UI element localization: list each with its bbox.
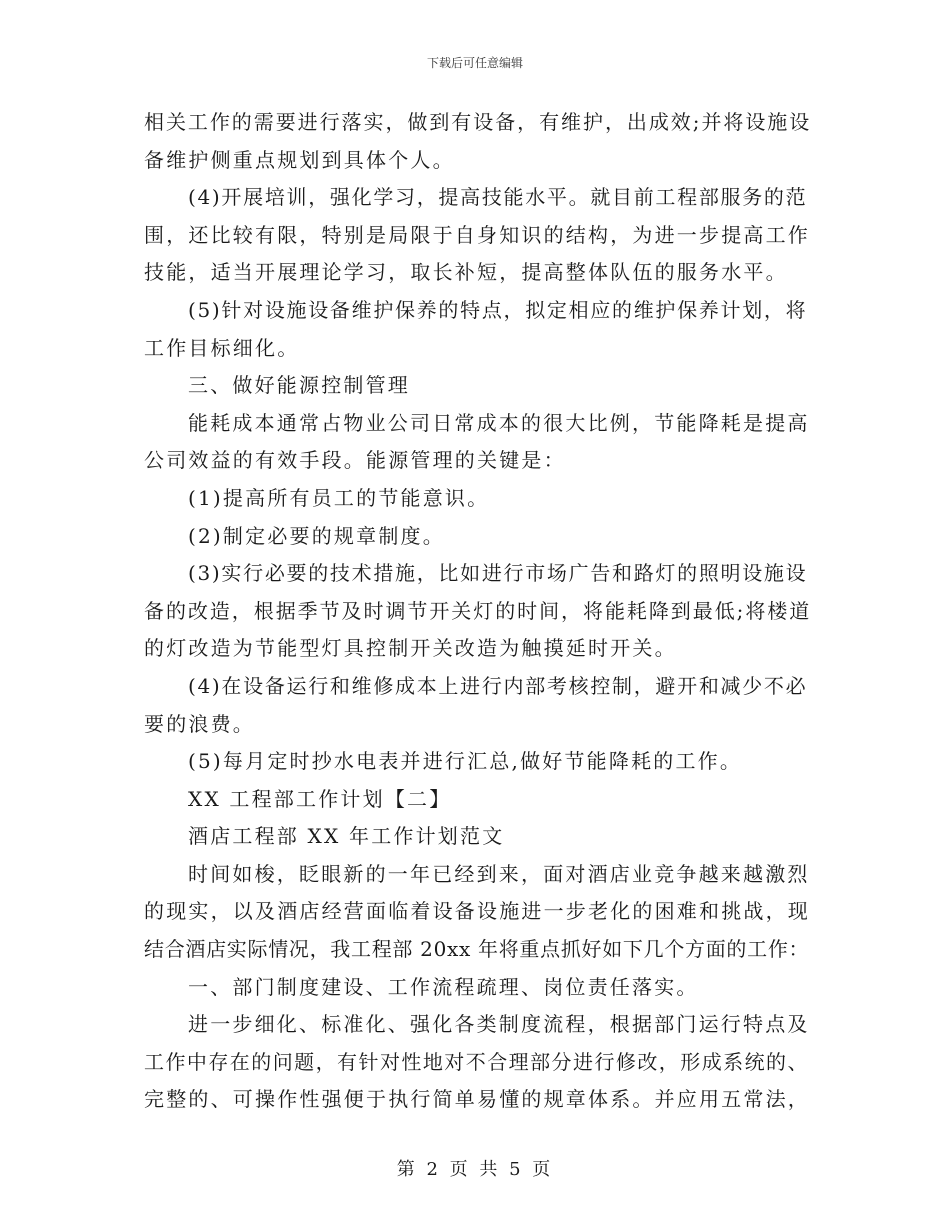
body-line: 要的浪费。 [144,711,255,736]
body-line: 工作中存在的问题，有针对性地对不合理部分进行修改，形成系统的、 [144,1049,809,1074]
section-heading: 三、做好能源控制管理 [188,373,410,398]
body-line: (2)制定必要的规章制度。 [188,523,445,548]
section-heading: 酒店工程部 XX 年工作计划范文 [188,824,505,849]
body-line: (4)开展培训，强化学习，提高技能水平。就目前工程部服务的范 [188,185,808,210]
body-line: 完整的、可操作性强便于执行简单易懂的规章体系。并应用五常法， [144,1087,810,1112]
body-line: (1)提高所有员工的节能意识。 [188,485,490,510]
body-line: (3)实行必要的技术措施，比如进行市场广告和路灯的照明设施设 [188,561,808,586]
body-line: 能耗成本通常占物业公司日常成本的很大比例，节能降耗是提高 [188,410,810,435]
body-line: 围，还比较有限，特别是局限于自身知识的结构，为进一步提高工作 [144,222,810,247]
page-number: 第 2 页 共 5 页 [396,1159,554,1180]
body-line: 时间如梭，眨眼新的一年已经到来，面对酒店业竞争越来越激烈 [188,861,810,886]
body-line: 备的改造，根据季节及时调节开关灯的时间，将能耗降到最低;将楼道 [144,598,812,623]
body-line: 的现实，以及酒店经营面临着设备设施进一步老化的困难和挑战，现 [144,899,810,924]
body-line: 相关工作的需要进行落实，做到有设备，有维护，出成效;并将设施设 [144,110,812,134]
body-line: 技能，适当开展理论学习，取长补短，提高整体队伍的服务水平。 [144,260,788,285]
section-heading: XX 工程部工作计划【二】 [188,786,452,811]
body-line: 的灯改造为节能型灯具控制开关改造为触摸延时开关。 [144,636,677,661]
body-line: 备维护侧重点规划到具体个人。 [144,147,455,172]
body-line: 结合酒店实际情况，我工程部 20xx 年将重点抓好如下几个方面的工作： [144,937,810,962]
body-line: (5)每月定时抄水电表并进行汇总,做好节能降耗的工作。 [188,749,743,774]
body-line: 进一步细化、标准化、强化各类制度流程，根据部门运行特点及 [188,1012,810,1037]
body-line: 工作目标细化。 [144,335,300,360]
body-line: (4)在设备运行和维修成本上进行内部考核控制，避开和减少不必 [188,673,808,698]
body-line: 公司效益的有效手段。能源管理的关键是： [144,448,566,473]
document-body [144,104,814,1119]
body-line: (5)针对设施设备维护保养的特点，拟定相应的维护保养计划，将 [188,297,808,322]
page-header-note: 下载后可任意编辑 [426,56,523,70]
section-heading: 一、部门制度建设、工作流程疏理、岗位责任落实。 [188,974,699,999]
